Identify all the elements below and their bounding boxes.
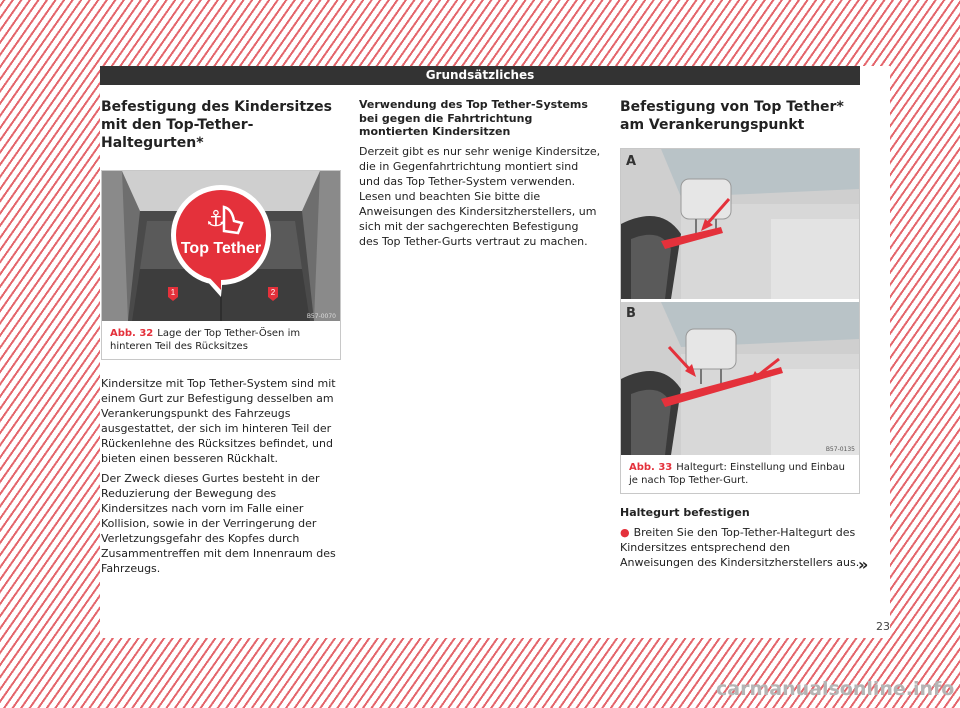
paragraph: Derzeit gibt es nur sehr wenige Kindersitze, die in Gegenfahrtrichtung montiert sind und das Top Tether-System verwenden. Lesen und beachten Sie bitte die Anweisungen des Kindersitzherstellers, um sich mit der sachgerechten Befestigung des Top Tether-Gurts vertraut zu machen. [359, 144, 601, 248]
marker-2: 2 [270, 288, 276, 297]
section-heading: Befestigung des Kindersitzes mit den Top-Tether-Haltegurten* [101, 99, 332, 151]
paragraph: Der Zweck dieses Gurtes besteht in der Reduzierung der Bewegung des Kindersitzes nach vorn im Falle einer Kollision, sowie in der Verringerung der Verletzungsgefahr des Kopfes durch Zusammentreffen mit dem Innenraum des Fahrzeugs. [101, 472, 336, 575]
figure-image [621, 149, 859, 455]
watermark: carmanualsonline.info [716, 678, 955, 700]
section-header: Grundsätzliches [100, 66, 860, 85]
bullet-icon: ● [620, 525, 630, 539]
figure-caption-text: Lage der Top Tether-Ösen im hinteren Teil des Rücksitzes [110, 328, 301, 352]
page-number: 23 [876, 620, 890, 633]
marker-1: 1 [170, 288, 176, 297]
bullet-text: Breiten Sie den Top-Tether-Haltegurt des Kindersitzes entsprechend den Anweisungen des Kindersitzherstellers aus. [620, 525, 860, 569]
tether-illustration [621, 149, 859, 455]
bullet-item [620, 525, 860, 570]
figure-image [102, 171, 340, 321]
figure-caption-text: Haltegurt: Einstellung und Einbau je nach Top Tether-Gurt. [629, 462, 845, 486]
continue-icon: » [858, 555, 869, 574]
paragraph: Kindersitze mit Top Tether-System sind mit einem Gurt zur Befestigung desselben am Verankerungspunkt des Fahrzeugs ausgestattet, der sich im hinteren Teil der Rückenlehne des Rücksitzes befindet, und bieten einen besseren Rückhalt. [101, 377, 336, 465]
column-middle [359, 98, 601, 249]
subheading: Verwendung des Top Tether-Systems bei gegen die Fahrtrichtung montierten Kindersitzen [359, 98, 588, 138]
figure-tether-anchoring [620, 148, 860, 494]
figure-number: Abb. 33 [629, 462, 673, 473]
figure-code: B57-0135 [825, 446, 855, 453]
anchor-icon: ⚓ [206, 207, 226, 232]
column-left [101, 98, 341, 576]
panel-a-label: A [626, 154, 637, 169]
trunk-illustration [102, 171, 340, 321]
column-right [620, 98, 860, 570]
figure-top-tether-location [101, 170, 341, 360]
figure-caption [621, 455, 859, 493]
figure-caption [102, 321, 340, 359]
badge-text: Top Tether [180, 240, 262, 257]
panel-b-label: B [626, 306, 636, 321]
figure-number: Abb. 32 [110, 328, 154, 339]
figure-code: B57-0070 [306, 313, 336, 320]
section-heading: Befestigung von Top Tether* am Verankerungspunkt [620, 99, 844, 133]
subheading: Haltegurt befestigen [620, 506, 750, 519]
